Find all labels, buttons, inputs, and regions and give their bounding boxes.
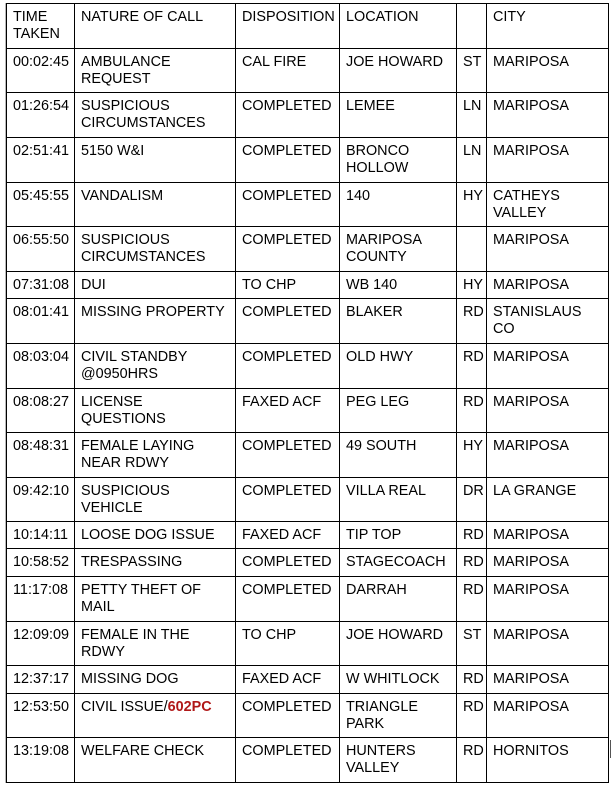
cell-nature-text: CIVIL ISSUE/ bbox=[81, 699, 168, 715]
table-row bbox=[7, 389, 609, 433]
cell-nature-text: CIVIL STANDBY @0950HRS bbox=[81, 349, 188, 382]
cell-location bbox=[340, 738, 457, 783]
page-edge-tick bbox=[610, 740, 611, 758]
cell-location-text: 140 bbox=[346, 188, 371, 204]
cell-nature bbox=[75, 433, 236, 478]
cell-time bbox=[7, 49, 75, 93]
cell-suffix bbox=[457, 272, 487, 299]
cell-time bbox=[7, 694, 75, 738]
cell-time-text: 13:19:08 bbox=[13, 743, 70, 759]
cell-suffix-text: RD bbox=[463, 671, 484, 687]
cell-disposition-text: COMPLETED bbox=[242, 699, 332, 715]
cell-disposition-text: COMPLETED bbox=[242, 188, 332, 204]
cell-disposition-text: COMPLETED bbox=[242, 582, 332, 598]
cell-nature bbox=[75, 93, 236, 138]
cell-disposition bbox=[236, 183, 340, 227]
cell-disposition-text: TO CHP bbox=[242, 627, 297, 643]
cell-disposition bbox=[236, 389, 340, 433]
cell-suffix bbox=[457, 522, 487, 549]
cell-city-text: MARIPOSA bbox=[493, 394, 569, 410]
cell-time bbox=[7, 622, 75, 666]
cell-time-text: 12:09:09 bbox=[13, 627, 70, 643]
cell-nature bbox=[75, 577, 236, 622]
cell-suffix bbox=[457, 549, 487, 577]
cell-time-text: 06:55:50 bbox=[13, 232, 70, 248]
cell-suffix bbox=[457, 227, 487, 272]
cell-suffix-text: ST bbox=[463, 54, 482, 70]
cell-suffix bbox=[457, 738, 487, 783]
cell-location bbox=[340, 549, 457, 577]
cell-city bbox=[487, 622, 609, 666]
cell-city bbox=[487, 138, 609, 183]
cell-suffix bbox=[457, 478, 487, 522]
cell-suffix-text: RD bbox=[463, 304, 484, 320]
cell-disposition bbox=[236, 622, 340, 666]
cell-disposition-text: COMPLETED bbox=[242, 743, 332, 759]
cell-suffix-text: DR bbox=[463, 483, 484, 499]
cell-disposition bbox=[236, 478, 340, 522]
cell-time-text: 02:51:41 bbox=[13, 143, 70, 159]
cell-location-text: W WHITLOCK bbox=[346, 671, 440, 687]
cell-time bbox=[7, 433, 75, 478]
cell-disposition-text: COMPLETED bbox=[242, 232, 332, 248]
cell-nature-text: 5150 W&I bbox=[81, 143, 145, 159]
cell-location-text: TRIANGLE PARK bbox=[346, 699, 418, 732]
cell-disposition bbox=[236, 522, 340, 549]
cell-disposition-text: TO CHP bbox=[242, 277, 297, 293]
cell-suffix bbox=[457, 183, 487, 227]
cell-location-text: OLD HWY bbox=[346, 349, 414, 365]
cell-nature-text: DUI bbox=[81, 277, 106, 293]
cell-location bbox=[340, 93, 457, 138]
cell-nature-text: PETTY THEFT OF MAIL bbox=[81, 582, 201, 615]
cell-location bbox=[340, 522, 457, 549]
cell-disposition-text: COMPLETED bbox=[242, 304, 332, 320]
cell-nature-text: MISSING DOG bbox=[81, 671, 179, 687]
cell-location-text: STAGECOACH bbox=[346, 554, 446, 570]
cell-location-text: JOE HOWARD bbox=[346, 54, 444, 70]
table-row bbox=[7, 344, 609, 389]
cell-city bbox=[487, 299, 609, 344]
cell-suffix bbox=[457, 93, 487, 138]
cell-city bbox=[487, 227, 609, 272]
table-row bbox=[7, 299, 609, 344]
cell-city-text: CATHEYS VALLEY bbox=[493, 188, 560, 221]
cell-time-text: 00:02:45 bbox=[13, 54, 70, 70]
cell-disposition bbox=[236, 272, 340, 299]
cell-location-text: TIP TOP bbox=[346, 527, 402, 543]
cell-disposition bbox=[236, 138, 340, 183]
cell-city-text: MARIPOSA bbox=[493, 98, 569, 114]
cell-suffix-text: HY bbox=[463, 188, 483, 204]
cell-disposition bbox=[236, 666, 340, 694]
cell-time bbox=[7, 344, 75, 389]
cell-location-text: VILLA REAL bbox=[346, 483, 426, 499]
cell-nature-text: FEMALE LAYING NEAR RDWY bbox=[81, 438, 195, 471]
cell-city bbox=[487, 478, 609, 522]
cell-nature bbox=[75, 738, 236, 783]
cell-nature-text: VANDALISM bbox=[81, 188, 164, 204]
cell-suffix-text: LN bbox=[463, 143, 482, 159]
cell-time bbox=[7, 577, 75, 622]
cell-location-text: MARIPOSA COUNTY bbox=[346, 232, 422, 265]
cell-time-text: 12:37:17 bbox=[13, 671, 70, 687]
cell-location-text: BLAKER bbox=[346, 304, 403, 320]
cell-disposition bbox=[236, 93, 340, 138]
cell-location-text: PEG LEG bbox=[346, 394, 410, 410]
table-row bbox=[7, 138, 609, 183]
cell-city bbox=[487, 183, 609, 227]
cell-location-text: WB 140 bbox=[346, 277, 398, 293]
cell-city bbox=[487, 666, 609, 694]
cell-city bbox=[487, 522, 609, 549]
cell-suffix-text: RD bbox=[463, 699, 484, 715]
cell-time bbox=[7, 389, 75, 433]
cell-city-text: MARIPOSA bbox=[493, 438, 569, 454]
cell-disposition bbox=[236, 694, 340, 738]
header-nature: NATURE OF CALL bbox=[75, 4, 236, 49]
table-row bbox=[7, 478, 609, 522]
cell-location bbox=[340, 478, 457, 522]
cell-location-text: BRONCO HOLLOW bbox=[346, 143, 410, 176]
cell-location bbox=[340, 622, 457, 666]
header-row bbox=[7, 4, 609, 49]
cell-time-text: 08:03:04 bbox=[13, 349, 70, 365]
cell-suffix bbox=[457, 433, 487, 478]
cell-suffix bbox=[457, 138, 487, 183]
header-time: TIME TAKEN bbox=[7, 4, 75, 49]
cell-time bbox=[7, 299, 75, 344]
cell-time bbox=[7, 666, 75, 694]
cell-disposition-text: COMPLETED bbox=[242, 349, 332, 365]
header-suffix bbox=[457, 4, 487, 49]
table-row bbox=[7, 694, 609, 738]
cell-suffix-text: RD bbox=[463, 582, 484, 598]
cell-location-text: 49 SOUTH bbox=[346, 438, 417, 454]
cell-time bbox=[7, 549, 75, 577]
cell-location bbox=[340, 138, 457, 183]
cell-location bbox=[340, 299, 457, 344]
cell-nature-text: AMBULANCE REQUEST bbox=[81, 54, 171, 87]
header-city: CITY bbox=[487, 4, 609, 49]
cell-suffix-text: ST bbox=[463, 627, 482, 643]
table-row bbox=[7, 666, 609, 694]
cell-city-text: MARIPOSA bbox=[493, 699, 569, 715]
cell-city-text: MARIPOSA bbox=[493, 671, 569, 687]
cell-location bbox=[340, 577, 457, 622]
cell-city bbox=[487, 93, 609, 138]
cell-suffix bbox=[457, 389, 487, 433]
cell-suffix-text: HY bbox=[463, 438, 483, 454]
cell-time-text: 12:53:50 bbox=[13, 699, 70, 715]
cell-city-text: MARIPOSA bbox=[493, 143, 569, 159]
cell-time-text: 10:14:11 bbox=[13, 527, 68, 543]
cell-nature bbox=[75, 138, 236, 183]
cell-city-text: MARIPOSA bbox=[493, 349, 569, 365]
cell-nature bbox=[75, 299, 236, 344]
cell-time bbox=[7, 478, 75, 522]
cell-nature-text: LOOSE DOG ISSUE bbox=[81, 527, 215, 543]
cell-disposition bbox=[236, 738, 340, 783]
cell-disposition bbox=[236, 299, 340, 344]
cell-disposition bbox=[236, 227, 340, 272]
cell-time-text: 08:01:41 bbox=[13, 304, 70, 320]
cell-location bbox=[340, 272, 457, 299]
cell-disposition-text: FAXED ACF bbox=[242, 671, 322, 687]
table-row bbox=[7, 49, 609, 93]
cell-suffix bbox=[457, 344, 487, 389]
table-row bbox=[7, 738, 609, 783]
cell-suffix bbox=[457, 666, 487, 694]
cell-suffix-text: RD bbox=[463, 394, 484, 410]
cell-city bbox=[487, 694, 609, 738]
cell-time-text: 10:58:52 bbox=[13, 554, 70, 570]
cell-nature bbox=[75, 49, 236, 93]
cell-suffix bbox=[457, 694, 487, 738]
cell-city bbox=[487, 738, 609, 783]
cell-time-text: 01:26:54 bbox=[13, 98, 70, 114]
table-row bbox=[7, 272, 609, 299]
cell-time-text: 11:17:08 bbox=[13, 582, 68, 598]
cell-nature-text: WELFARE CHECK bbox=[81, 743, 205, 759]
cell-city-text: MARIPOSA bbox=[493, 554, 569, 570]
cell-disposition-text: COMPLETED bbox=[242, 98, 332, 114]
cell-suffix bbox=[457, 49, 487, 93]
cell-nature bbox=[75, 227, 236, 272]
cell-location bbox=[340, 666, 457, 694]
cell-city bbox=[487, 272, 609, 299]
cell-city bbox=[487, 577, 609, 622]
cell-suffix-text: RD bbox=[463, 743, 484, 759]
cell-time bbox=[7, 738, 75, 783]
cell-disposition bbox=[236, 49, 340, 93]
cell-nature-text: LICENSE QUESTIONS bbox=[81, 394, 166, 427]
cell-time bbox=[7, 272, 75, 299]
table-row bbox=[7, 433, 609, 478]
cell-disposition-text: FAXED ACF bbox=[242, 527, 322, 543]
cell-city-text: LA GRANGE bbox=[493, 483, 577, 499]
cell-time bbox=[7, 183, 75, 227]
cell-disposition-text: FAXED ACF bbox=[242, 394, 322, 410]
cell-location bbox=[340, 227, 457, 272]
cell-disposition-text: COMPLETED bbox=[242, 554, 332, 570]
cell-time bbox=[7, 227, 75, 272]
header-disposition: DISPOSITION bbox=[236, 4, 340, 49]
cell-suffix bbox=[457, 622, 487, 666]
cell-disposition bbox=[236, 549, 340, 577]
cell-time bbox=[7, 522, 75, 549]
cell-city-text: MARIPOSA bbox=[493, 277, 569, 293]
cell-location bbox=[340, 344, 457, 389]
cell-location-text: DARRAH bbox=[346, 582, 407, 598]
cell-city bbox=[487, 549, 609, 577]
cell-nature bbox=[75, 478, 236, 522]
table-row bbox=[7, 622, 609, 666]
cell-disposition bbox=[236, 577, 340, 622]
nature-code-tag: 602PC bbox=[167, 699, 212, 715]
cell-time-text: 08:48:31 bbox=[13, 438, 70, 454]
cell-location bbox=[340, 389, 457, 433]
cell-nature bbox=[75, 666, 236, 694]
cell-disposition-text: CAL FIRE bbox=[242, 54, 307, 70]
cell-nature-text: SUSPICIOUS VEHICLE bbox=[81, 483, 170, 516]
cell-time bbox=[7, 138, 75, 183]
cell-suffix-text: LN bbox=[463, 98, 482, 114]
cell-time-text: 05:45:55 bbox=[13, 188, 70, 204]
call-log-table bbox=[6, 3, 609, 783]
cell-city-text: MARIPOSA bbox=[493, 527, 569, 543]
cell-nature-text: FEMALE IN THE RDWY bbox=[81, 627, 190, 660]
cell-city-text: HORNITOS bbox=[493, 743, 569, 759]
cell-city-text: MARIPOSA bbox=[493, 627, 569, 643]
cell-nature bbox=[75, 389, 236, 433]
cell-nature bbox=[75, 344, 236, 389]
cell-location bbox=[340, 49, 457, 93]
cell-suffix-text: RD bbox=[463, 527, 484, 543]
cell-disposition-text: COMPLETED bbox=[242, 438, 332, 454]
cell-suffix-text: HY bbox=[463, 277, 483, 293]
cell-location bbox=[340, 183, 457, 227]
cell-nature bbox=[75, 622, 236, 666]
table-row bbox=[7, 227, 609, 272]
cell-time-text: 09:42:10 bbox=[13, 483, 70, 499]
cell-nature bbox=[75, 183, 236, 227]
cell-city bbox=[487, 49, 609, 93]
table-row bbox=[7, 577, 609, 622]
cell-city bbox=[487, 433, 609, 478]
cell-suffix bbox=[457, 577, 487, 622]
call-log-body bbox=[7, 4, 609, 783]
cell-nature-text: SUSPICIOUS CIRCUMSTANCES bbox=[81, 232, 206, 265]
cell-suffix-text: RD bbox=[463, 554, 484, 570]
cell-nature-text: SUSPICIOUS CIRCUMSTANCES bbox=[81, 98, 206, 131]
cell-disposition bbox=[236, 433, 340, 478]
cell-disposition-text: COMPLETED bbox=[242, 143, 332, 159]
table-row bbox=[7, 93, 609, 138]
cell-location bbox=[340, 433, 457, 478]
cell-city-text: MARIPOSA bbox=[493, 232, 569, 248]
table-row bbox=[7, 183, 609, 227]
cell-location-text: JOE HOWARD bbox=[346, 627, 444, 643]
cell-suffix bbox=[457, 299, 487, 344]
cell-nature bbox=[75, 272, 236, 299]
cell-nature-text: MISSING PROPERTY bbox=[81, 304, 225, 320]
cell-city-text: STANISLAUS CO bbox=[493, 304, 582, 337]
header-location: LOCATION bbox=[340, 4, 457, 49]
cell-disposition-text: COMPLETED bbox=[242, 483, 332, 499]
cell-nature bbox=[75, 694, 236, 738]
cell-city bbox=[487, 344, 609, 389]
cell-disposition bbox=[236, 344, 340, 389]
cell-nature bbox=[75, 522, 236, 549]
cell-nature bbox=[75, 549, 236, 577]
cell-location-text: LEMEE bbox=[346, 98, 395, 114]
cell-location-text: HUNTERS VALLEY bbox=[346, 743, 416, 776]
cell-time-text: 07:31:08 bbox=[13, 277, 70, 293]
cell-city bbox=[487, 389, 609, 433]
cell-suffix-text: RD bbox=[463, 349, 484, 365]
cell-time-text: 08:08:27 bbox=[13, 394, 70, 410]
cell-time bbox=[7, 93, 75, 138]
cell-city-text: MARIPOSA bbox=[493, 54, 569, 70]
table-row bbox=[7, 549, 609, 577]
cell-city-text: MARIPOSA bbox=[493, 582, 569, 598]
cell-nature-text: TRESPASSING bbox=[81, 554, 183, 570]
table-row bbox=[7, 522, 609, 549]
cell-location bbox=[340, 694, 457, 738]
